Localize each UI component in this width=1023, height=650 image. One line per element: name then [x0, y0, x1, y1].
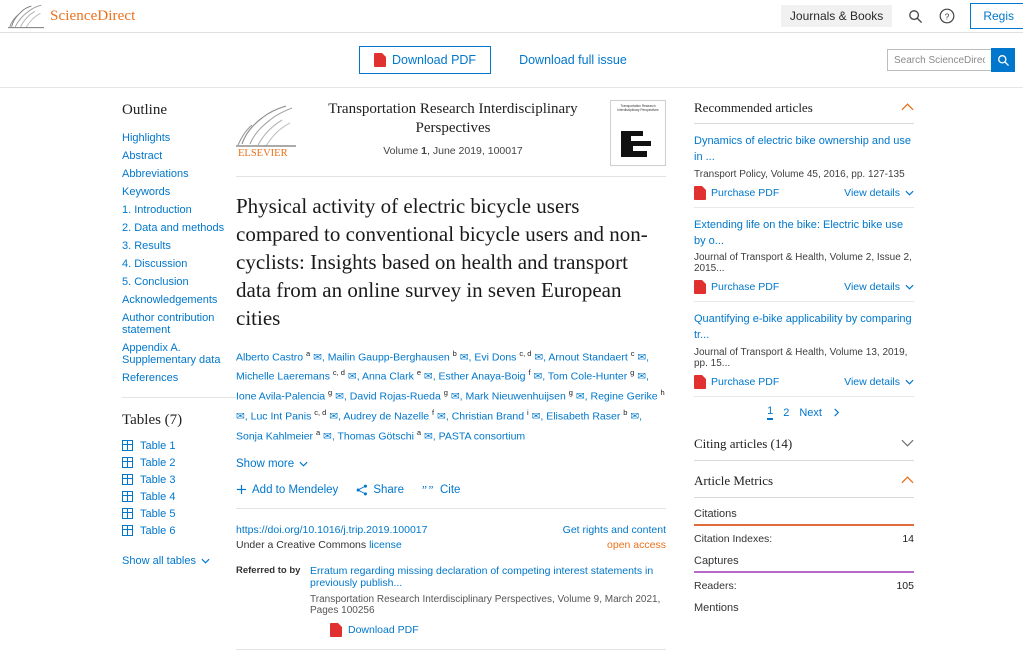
share-icon — [356, 484, 368, 496]
outline-item-keywords[interactable]: Keywords — [122, 186, 171, 198]
metric-value: 105 — [896, 580, 914, 593]
view-details-label: View details — [844, 186, 900, 199]
doi-link[interactable]: https://doi.org/10.1016/j.trip.2019.100017 — [236, 523, 428, 536]
journal-title[interactable]: Transportation Research Interdisciplinary Perspectives — [328, 101, 578, 136]
table-icon — [122, 457, 133, 468]
view-details-button[interactable] — [844, 280, 914, 294]
share-label: Share — [373, 483, 404, 496]
recommended-article-meta: Transport Policy, Volume 45, 2016, pp. 127-135 — [694, 168, 905, 180]
journal-header — [236, 100, 666, 177]
page-body — [0, 88, 1023, 636]
svg-text:”: ” — [422, 484, 427, 495]
recommended-articles-title: Recommended articles — [694, 100, 813, 115]
metric-group-mentions — [694, 602, 914, 614]
chevron-down-icon — [905, 379, 914, 385]
metric-group-label: Citations — [694, 508, 737, 521]
get-rights-and-content-link[interactable]: Get rights and content — [562, 523, 666, 536]
metric-group-citations — [694, 508, 914, 545]
view-details-button[interactable] — [844, 375, 914, 389]
citing-articles-header[interactable] — [694, 424, 914, 461]
table-icon — [122, 474, 133, 485]
tables-title: Tables (7) — [122, 412, 183, 428]
chevron-right-icon[interactable] — [832, 408, 841, 417]
volume-prefix: Volume — [383, 144, 419, 157]
download-pdf-button[interactable] — [359, 46, 491, 74]
pdf-icon — [374, 53, 386, 67]
search-icon[interactable] — [906, 7, 924, 25]
license-link[interactable]: license — [369, 538, 402, 551]
sciencedirect-search — [887, 48, 1015, 72]
right-rail — [694, 88, 914, 615]
open-access-badge: open access — [607, 538, 666, 551]
cite-label: Cite — [440, 483, 461, 496]
outline-item-references[interactable]: References — [122, 372, 179, 384]
svg-text:?: ? — [944, 11, 950, 22]
article-main — [236, 88, 666, 636]
sciencedirect-brand[interactable]: ScienceDirect — [50, 7, 136, 24]
show-more-button[interactable] — [236, 458, 308, 470]
table-icon — [122, 525, 133, 536]
journal-volume — [302, 145, 604, 157]
referred-to-by-body — [310, 565, 666, 637]
quote-icon — [422, 485, 435, 495]
article-metrics-header[interactable] — [694, 461, 914, 498]
list-item — [694, 208, 914, 303]
table-icon — [122, 440, 133, 451]
register-button[interactable]: Regis — [970, 3, 1023, 29]
outline-item-discussion[interactable]: 4. Discussion — [122, 258, 188, 270]
recommended-pagination — [694, 397, 914, 424]
pdf-icon — [694, 375, 706, 389]
show-all-tables-button[interactable] — [122, 555, 236, 567]
chevron-down-icon[interactable] — [901, 438, 914, 450]
recommended-article-meta: Journal of Transport & Health, Volume 2, Issue 2, 2015... — [694, 252, 912, 275]
outline-title: Outline — [122, 102, 167, 118]
citing-articles-title: Citing articles (14) — [694, 436, 793, 452]
view-details-label: View details — [844, 281, 900, 294]
cover-graphic — [619, 129, 657, 159]
recommended-article-title[interactable]: Quantifying e-bike applicability by comparing tr... — [694, 313, 912, 342]
chevron-down-icon — [299, 461, 308, 467]
outline-item-abbreviations[interactable]: Abbreviations — [122, 168, 189, 180]
chevron-down-icon — [905, 190, 914, 196]
chevron-up-icon[interactable] — [901, 102, 914, 114]
page-title: Physical activity of electric bicycle users compared to conventional bicycle users and non-cyclists: Insights based on health and transport data from an online survey in seven European cities — [236, 194, 648, 330]
view-details-label: View details — [844, 376, 900, 389]
table-link-4[interactable]: Table 4 — [140, 490, 176, 503]
table-link-2[interactable]: Table 2 — [140, 456, 176, 469]
volume-number: 1 — [421, 144, 428, 157]
svg-text:”: ” — [428, 484, 434, 495]
list-item — [694, 302, 914, 397]
chevron-up-icon[interactable] — [901, 475, 914, 487]
referred-article-meta: Transportation Research Interdisciplinary Perspectives, Volume 9, March 2021, Pages 100256 — [310, 593, 661, 616]
referred-download-label: Download PDF — [348, 623, 419, 636]
recommended-article-title[interactable]: Extending life on the bike: Electric bike use by o... — [694, 218, 904, 247]
outline-list — [122, 129, 236, 398]
recommended-articles-header[interactable] — [694, 100, 914, 124]
metric-row — [694, 573, 914, 592]
add-to-mendeley-button[interactable] — [236, 484, 338, 496]
outline-item-acknowledgements[interactable]: Acknowledgements — [122, 294, 218, 306]
metric-value: 14 — [902, 533, 914, 546]
recommended-article-links — [694, 186, 914, 200]
page-2-button[interactable]: 2 — [783, 406, 790, 419]
plus-icon — [236, 484, 247, 495]
list-item[interactable] — [122, 471, 236, 488]
article-action-bar — [0, 33, 1023, 88]
metric-group-captures — [694, 555, 914, 592]
table-icon — [122, 491, 133, 502]
volume-rest: , June 2019, 100017 — [427, 144, 523, 157]
outline-item-author-contribution[interactable]: Author contribution statement — [122, 312, 215, 336]
table-icon — [122, 508, 133, 519]
license-row — [236, 536, 666, 551]
outline-item-data-and-methods[interactable]: 2. Data and methods — [122, 222, 225, 234]
outline-item-appendix[interactable]: Appendix A. Supplementary data — [122, 342, 221, 366]
recommended-article-links — [694, 375, 914, 389]
referred-article-link[interactable]: Erratum regarding missing declaration of competing interest statements in previously publish... — [310, 564, 654, 589]
recommended-article-links — [694, 280, 914, 294]
purchase-pdf-label: Purchase PDF — [711, 186, 780, 199]
doi-row — [236, 521, 666, 536]
journals-books-button[interactable]: Journals & Books — [781, 5, 892, 27]
article-actions — [236, 484, 666, 509]
license-prefix: Under a Creative Commons — [236, 538, 367, 551]
page-1-button[interactable]: 1 — [767, 405, 773, 420]
outline-item-abstract[interactable]: Abstract — [122, 150, 163, 162]
show-all-tables-label: Show all tables — [122, 555, 196, 567]
list-item — [694, 124, 914, 208]
share-button[interactable] — [356, 484, 404, 496]
list-item[interactable] — [122, 488, 236, 505]
journal-cover-image[interactable] — [610, 100, 666, 166]
article-metrics-title: Article Metrics — [694, 473, 774, 489]
license-text — [236, 539, 402, 551]
outline-sidebar — [0, 88, 236, 567]
mendeley-label: Add to Mendeley — [252, 483, 339, 496]
referred-to-by-label: Referred to by — [236, 564, 301, 576]
metric-group-label: Mentions — [694, 602, 739, 615]
table-link-6[interactable]: Table 6 — [140, 524, 176, 537]
search-submit-button[interactable] — [991, 48, 1015, 72]
list-item[interactable] — [122, 437, 236, 454]
download-full-issue-link[interactable]: Download full issue — [519, 53, 627, 67]
purchase-pdf-label: Purchase PDF — [711, 376, 780, 389]
author-list[interactable]: Alberto Castro $^a$ ✉, Mailin Gaupp-Berghausen $^b$ ✉, Evi Dons $^{c, d}$ ✉, Arnout Standaert $^c$ ✉, Michelle Laeremans $^{c, d}$ ✉, Anna Clark $^e$ ✉, Esther Anaya-Boig $^f$ ✉, Tom Cole-Hunter $^g$ ✉, Ione Avila-Palencia $^g$ ✉, David Rojas-Rueda $^g$ ✉, Mark Nieuwenhuijsen $^g$ ✉, Regine Gerike $^h$ ✉, Luc Int Panis $^{c, d}$ ✉, Audrey de Nazelle $^f$ ✉, Christian Brand $^i$ ✉, Elisabeth Raser $^b$ ✉, Sonja Kahlmeier $^a$ ✉, Thomas Götschi $^a$ ✉, PASTA consortium — [236, 348, 665, 443]
search-input[interactable] — [887, 49, 991, 71]
svg-text:ELSEVIER: ELSEVIER — [238, 148, 288, 158]
recommended-article-title[interactable]: Dynamics of electric bike ownership and use in ... — [694, 135, 912, 163]
table-link-3[interactable]: Table 3 — [140, 473, 176, 486]
pdf-icon — [330, 623, 342, 637]
list-item[interactable] — [122, 505, 236, 522]
view-details-button[interactable] — [844, 186, 914, 200]
metric-row — [694, 526, 914, 545]
help-circle-icon[interactable] — [938, 7, 956, 25]
top-right-controls — [781, 3, 1015, 29]
purchase-pdf-button[interactable] — [694, 186, 779, 200]
elsevier-logo-large — [236, 100, 296, 158]
chevron-down-icon — [201, 558, 210, 564]
referred-download-pdf-button[interactable] — [310, 623, 666, 637]
pdf-icon — [694, 186, 706, 200]
elsevier-tree-logo — [8, 3, 44, 29]
journal-info — [296, 100, 610, 157]
outline-item-conclusion[interactable]: 5. Conclusion — [122, 276, 189, 288]
pdf-icon — [694, 280, 706, 294]
next-page-label: Next — [799, 406, 822, 419]
metric-label: Citation Indexes: — [694, 533, 773, 546]
list-item[interactable] — [122, 454, 236, 471]
download-pdf-label: Download PDF — [392, 53, 477, 67]
metric-label: Readers: — [694, 580, 737, 593]
table-link-5[interactable]: Table 5 — [140, 507, 176, 520]
table-link-1[interactable]: Table 1 — [140, 439, 176, 452]
cite-button[interactable] — [422, 484, 460, 496]
next-page-button[interactable] — [799, 407, 822, 419]
purchase-pdf-button[interactable] — [694, 280, 779, 294]
referred-to-by-section — [236, 565, 666, 650]
purchase-pdf-label: Purchase PDF — [711, 281, 780, 294]
metric-group-label: Captures — [694, 555, 739, 568]
cover-title-text: Transportation Research Interdisciplinary Perspectives — [617, 104, 659, 113]
show-more-label: Show more — [236, 457, 295, 470]
outline-item-highlights[interactable]: Highlights — [122, 132, 171, 144]
recommended-article-meta: Journal of Transport & Health, Volume 13, 2019, pp. 15... — [694, 347, 908, 370]
outline-item-results[interactable]: 3. Results — [122, 240, 171, 252]
list-item[interactable] — [122, 522, 236, 539]
top-navigation-bar — [0, 0, 1023, 33]
chevron-down-icon — [905, 284, 914, 290]
outline-item-introduction[interactable]: 1. Introduction — [122, 204, 192, 216]
purchase-pdf-button[interactable] — [694, 375, 779, 389]
